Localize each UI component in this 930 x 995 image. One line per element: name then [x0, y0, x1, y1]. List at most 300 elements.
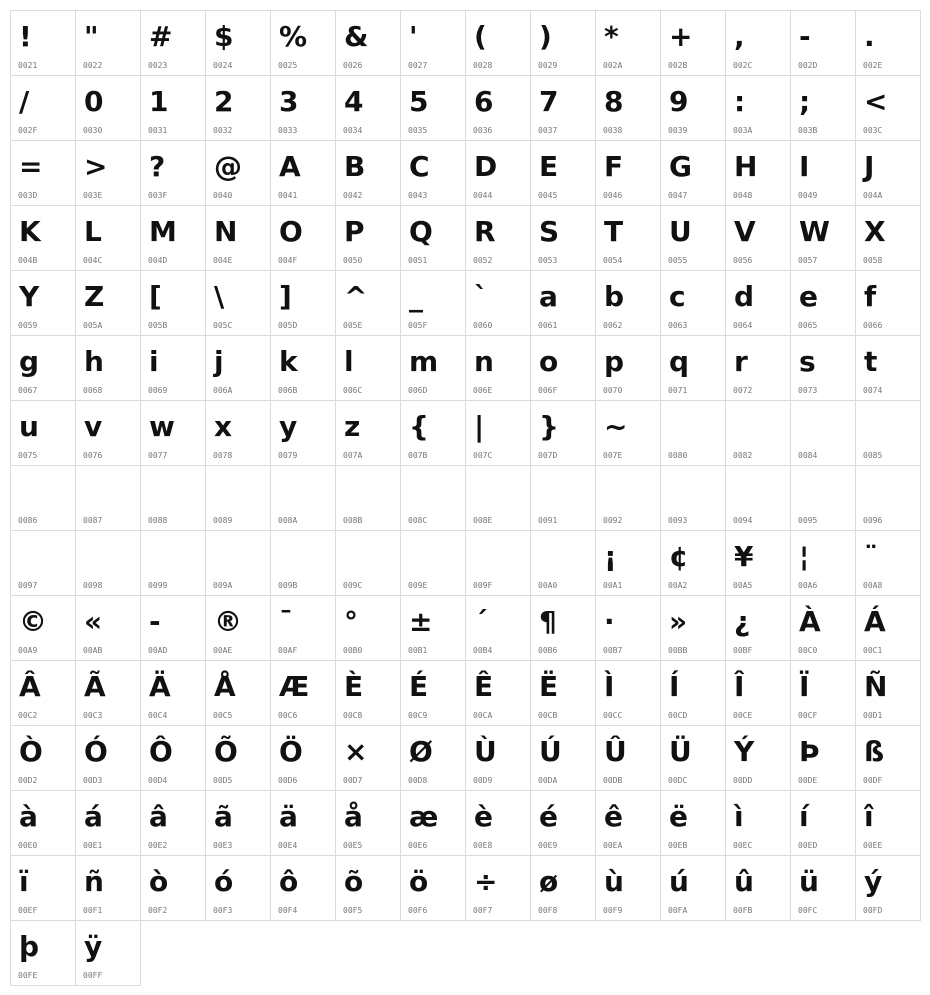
- glyph-cell: [270, 10, 336, 76]
- glyph-cell: [595, 855, 661, 921]
- glyph-cell: [75, 725, 141, 791]
- glyph-char: ¿: [734, 605, 751, 638]
- glyph-cell: [75, 75, 141, 141]
- glyph-code: 0030: [83, 126, 103, 135]
- glyph-char: í: [799, 800, 809, 833]
- glyph-code: 00C5: [213, 711, 233, 720]
- glyph-code: 0099: [148, 581, 168, 590]
- glyph-code: 0071: [668, 386, 688, 395]
- glyph-cell: [140, 270, 206, 336]
- glyph-code: 00F2: [148, 906, 168, 915]
- glyph-code: 002C: [733, 61, 753, 70]
- glyph-cell: [465, 790, 531, 856]
- glyph-code: 00A2: [668, 581, 688, 590]
- glyph-code: 00E2: [148, 841, 168, 850]
- glyph-char: Þ: [799, 735, 820, 768]
- glyph-cell: [400, 140, 466, 206]
- glyph-cell: [400, 855, 466, 921]
- glyph-cell: [790, 335, 856, 401]
- glyph-code: 0025: [278, 61, 298, 70]
- glyph-code: 00A6: [798, 581, 818, 590]
- glyph-cell: [855, 725, 921, 791]
- glyph-cell: [725, 205, 791, 271]
- glyph-char: °: [344, 605, 358, 638]
- glyph-code: 002E: [863, 61, 883, 70]
- glyph-code: 0027: [408, 61, 428, 70]
- glyph-cell: [855, 75, 921, 141]
- glyph-cell: [660, 140, 726, 206]
- glyph-code: 00F9: [603, 906, 623, 915]
- glyph-cell: [595, 400, 661, 466]
- glyph-char: 1: [149, 85, 169, 118]
- glyph-cell: [465, 205, 531, 271]
- glyph-code: 00E4: [278, 841, 298, 850]
- glyph-char: T: [604, 215, 624, 248]
- glyph-char: Å: [214, 670, 236, 703]
- glyph-code: 0064: [733, 321, 753, 330]
- glyph-char: ö: [409, 865, 429, 898]
- glyph-cell: [465, 10, 531, 76]
- glyph-cell: [855, 660, 921, 726]
- glyph-cell: [140, 205, 206, 271]
- glyph-code: 00A1: [603, 581, 623, 590]
- glyph-cell: [335, 595, 401, 661]
- glyph-cell: [855, 205, 921, 271]
- glyph-cell: [75, 790, 141, 856]
- glyph-char: É: [409, 670, 429, 703]
- glyph-cell: [400, 205, 466, 271]
- glyph-code: 005E: [343, 321, 363, 330]
- glyph-code: 00A0: [538, 581, 558, 590]
- glyph-char: 8: [604, 85, 624, 118]
- glyph-code: 00C8: [343, 711, 363, 720]
- glyph-cell: [595, 270, 661, 336]
- glyph-cell: [400, 725, 466, 791]
- glyph-code: 00D3: [83, 776, 103, 785]
- glyph-char: ~: [604, 410, 628, 443]
- glyph-code: 00C6: [278, 711, 298, 720]
- glyph-char: j: [214, 345, 224, 378]
- glyph-cell: [10, 400, 76, 466]
- glyph-code: 009E: [408, 581, 428, 590]
- glyph-cell: [530, 205, 596, 271]
- glyph-cell: [140, 790, 206, 856]
- glyph-cell: [465, 465, 531, 531]
- glyph-char: V: [734, 215, 756, 248]
- glyph-cell: [660, 75, 726, 141]
- glyph-char: Ã: [84, 670, 106, 703]
- glyph-cell: [660, 205, 726, 271]
- glyph-code: 002F: [18, 126, 38, 135]
- glyph-cell: [400, 10, 466, 76]
- glyph-cell: [205, 10, 271, 76]
- glyph-cell: [10, 270, 76, 336]
- glyph-cell: [725, 400, 791, 466]
- glyph-code: 00AB: [83, 646, 103, 655]
- glyph-cell: [10, 530, 76, 596]
- glyph-char: ò: [149, 865, 169, 898]
- glyph-char: a: [539, 280, 558, 313]
- glyph-code: 0037: [538, 126, 558, 135]
- glyph-char: e: [799, 280, 818, 313]
- glyph-code: 008B: [343, 516, 363, 525]
- glyph-cell: [595, 75, 661, 141]
- glyph-char: Õ: [214, 735, 238, 768]
- glyph-cell: [855, 335, 921, 401]
- glyph-char: Î: [734, 670, 745, 703]
- glyph-cell: [140, 725, 206, 791]
- glyph-char: ´: [474, 605, 488, 638]
- glyph-code: 00EC: [733, 841, 753, 850]
- glyph-code: 0059: [18, 321, 38, 330]
- glyph-code: 0096: [863, 516, 883, 525]
- glyph-cell: [270, 595, 336, 661]
- glyph-code: 0082: [733, 451, 753, 460]
- glyph-code: 0097: [18, 581, 38, 590]
- glyph-code: 00E1: [83, 841, 103, 850]
- glyph-char: À: [799, 605, 821, 638]
- glyph-cell: [660, 660, 726, 726]
- glyph-cell: [790, 855, 856, 921]
- glyph-code: 003E: [83, 191, 103, 200]
- glyph-cell: [205, 790, 271, 856]
- glyph-cell: [205, 205, 271, 271]
- glyph-code: 0066: [863, 321, 883, 330]
- glyph-code: 0078: [213, 451, 233, 460]
- glyph-cell: [465, 725, 531, 791]
- glyph-code: 00D9: [473, 776, 493, 785]
- glyph-cell: [595, 530, 661, 596]
- glyph-char: ·: [604, 605, 615, 638]
- glyph-code: 00CA: [473, 711, 493, 720]
- glyph-cell: [270, 660, 336, 726]
- glyph-code: 00B6: [538, 646, 558, 655]
- glyph-char: ë: [669, 800, 688, 833]
- glyph-code: 0057: [798, 256, 818, 265]
- glyph-cell: [335, 400, 401, 466]
- glyph-cell: [75, 400, 141, 466]
- glyph-code: 0056: [733, 256, 753, 265]
- glyph-code: 0023: [148, 61, 168, 70]
- glyph-cell: [140, 10, 206, 76]
- glyph-code: 0073: [798, 386, 818, 395]
- glyph-char: ø: [539, 865, 559, 898]
- glyph-cell: [335, 660, 401, 726]
- glyph-char: Ö: [279, 735, 303, 768]
- glyph-char: M: [149, 215, 177, 248]
- glyph-char: ü: [799, 865, 819, 898]
- glyph-code: 00D2: [18, 776, 38, 785]
- glyph-char: Í: [669, 670, 680, 703]
- glyph-code: 007E: [603, 451, 623, 460]
- glyph-code: 0046: [603, 191, 623, 200]
- glyph-cell: [10, 855, 76, 921]
- glyph-char: m: [409, 345, 439, 378]
- glyph-cell: [725, 725, 791, 791]
- glyph-char: >: [84, 150, 108, 183]
- glyph-cell: [205, 855, 271, 921]
- glyph-char: #: [149, 20, 173, 53]
- glyph-char: D: [474, 150, 498, 183]
- glyph-code: 003A: [733, 126, 753, 135]
- glyph-code: 00E9: [538, 841, 558, 850]
- glyph-code: 0068: [83, 386, 103, 395]
- glyph-code: 002B: [668, 61, 688, 70]
- glyph-char: K: [19, 215, 41, 248]
- glyph-char: 9: [669, 85, 689, 118]
- glyph-code: 0026: [343, 61, 363, 70]
- glyph-cell: [595, 595, 661, 661]
- glyph-cell: [790, 205, 856, 271]
- glyph-code: 0024: [213, 61, 233, 70]
- glyph-code: 00A9: [18, 646, 38, 655]
- glyph-code: 00CE: [733, 711, 753, 720]
- glyph-char: ": [84, 20, 99, 53]
- glyph-cell: [660, 10, 726, 76]
- glyph-cell: [335, 725, 401, 791]
- glyph-code: 0087: [83, 516, 103, 525]
- glyph-char: %: [279, 20, 308, 53]
- glyph-char: .: [864, 20, 875, 53]
- glyph-char: û: [734, 865, 754, 898]
- glyph-code: 00FD: [863, 906, 883, 915]
- glyph-char: à: [19, 800, 38, 833]
- glyph-code: 00F1: [83, 906, 103, 915]
- glyph-char: 7: [539, 85, 559, 118]
- glyph-code: 0050: [343, 256, 363, 265]
- glyph-code: 00BB: [668, 646, 688, 655]
- glyph-code: 0039: [668, 126, 688, 135]
- glyph-char: ®: [214, 605, 242, 638]
- glyph-cell: [465, 335, 531, 401]
- glyph-cell: [75, 270, 141, 336]
- glyph-char: ×: [344, 735, 368, 768]
- glyph-char: î: [864, 800, 874, 833]
- glyph-code: 00F3: [213, 906, 233, 915]
- glyph-cell: [660, 595, 726, 661]
- glyph-code: 0031: [148, 126, 168, 135]
- glyph-code: 002D: [798, 61, 818, 70]
- glyph-code: 002A: [603, 61, 623, 70]
- glyph-code: 008A: [278, 516, 298, 525]
- glyph-code: 0028: [473, 61, 493, 70]
- glyph-cell: [140, 465, 206, 531]
- glyph-char: w: [149, 410, 175, 443]
- glyph-code: 0035: [408, 126, 428, 135]
- glyph-code: 0072: [733, 386, 753, 395]
- glyph-cell: [660, 465, 726, 531]
- glyph-code: 0049: [798, 191, 818, 200]
- glyph-code: 0095: [798, 516, 818, 525]
- glyph-char: ÿ: [84, 930, 103, 963]
- glyph-char: Â: [19, 670, 41, 703]
- glyph-char: L: [84, 215, 102, 248]
- glyph-char: ê: [604, 800, 623, 833]
- glyph-cell: [335, 75, 401, 141]
- glyph-cell: [660, 855, 726, 921]
- glyph-code: 005D: [278, 321, 298, 330]
- glyph-cell: [75, 205, 141, 271]
- glyph-code: 00EB: [668, 841, 688, 850]
- glyph-cell: [530, 10, 596, 76]
- glyph-char: Y: [19, 280, 40, 313]
- glyph-cell: [270, 270, 336, 336]
- glyph-char: Z: [84, 280, 105, 313]
- glyph-code: 0021: [18, 61, 38, 70]
- glyph-char: P: [344, 215, 365, 248]
- glyph-code: 004C: [83, 256, 103, 265]
- glyph-code: 00E5: [343, 841, 363, 850]
- glyph-char: o: [539, 345, 559, 378]
- glyph-code: 006B: [278, 386, 298, 395]
- glyph-code: 009B: [278, 581, 298, 590]
- glyph-code: 007D: [538, 451, 558, 460]
- glyph-cell: [335, 10, 401, 76]
- glyph-code: 003D: [18, 191, 38, 200]
- glyph-char: [: [149, 280, 162, 313]
- glyph-char: é: [539, 800, 558, 833]
- glyph-char: 2: [214, 85, 234, 118]
- glyph-char: ô: [279, 865, 299, 898]
- glyph-char: -: [799, 20, 811, 53]
- glyph-code: 0085: [863, 451, 883, 460]
- glyph-char: y: [279, 410, 298, 443]
- glyph-cell: [725, 10, 791, 76]
- glyph-cell: [465, 660, 531, 726]
- glyph-code: 00C0: [798, 646, 818, 655]
- glyph-cell: [595, 725, 661, 791]
- glyph-code: 00D1: [863, 711, 883, 720]
- glyph-cell: [595, 335, 661, 401]
- glyph-cell: [725, 465, 791, 531]
- glyph-code: 00D7: [343, 776, 363, 785]
- glyph-cell: [140, 595, 206, 661]
- glyph-cell: [75, 530, 141, 596]
- glyph-code: 008C: [408, 516, 428, 525]
- glyph-char: ¡: [604, 540, 617, 573]
- glyph-cell: [75, 335, 141, 401]
- glyph-char: ã: [214, 800, 233, 833]
- glyph-cell: [855, 595, 921, 661]
- glyph-cell: [75, 660, 141, 726]
- glyph-code: 0041: [278, 191, 298, 200]
- glyph-cell: [725, 270, 791, 336]
- glyph-cell: [10, 595, 76, 661]
- glyph-char: ©: [19, 605, 47, 638]
- glyph-code: 00F7: [473, 906, 493, 915]
- glyph-char: i: [149, 345, 159, 378]
- glyph-code: 00FA: [668, 906, 688, 915]
- glyph-cell: [595, 140, 661, 206]
- glyph-code: 0036: [473, 126, 493, 135]
- glyph-char: q: [669, 345, 690, 378]
- glyph-char: H: [734, 150, 758, 183]
- glyph-cell: [530, 530, 596, 596]
- glyph-cell: [725, 75, 791, 141]
- glyph-code: 0051: [408, 256, 428, 265]
- glyph-cell: [400, 660, 466, 726]
- glyph-code: 00CC: [603, 711, 623, 720]
- glyph-cell: [790, 790, 856, 856]
- glyph-cell: [335, 335, 401, 401]
- glyph-char: ^: [344, 280, 368, 313]
- glyph-cell: [140, 400, 206, 466]
- glyph-char: &: [344, 20, 369, 53]
- glyph-cell: [75, 140, 141, 206]
- glyph-char: r: [734, 345, 748, 378]
- glyph-code: 00C9: [408, 711, 428, 720]
- glyph-code: 00EE: [863, 841, 883, 850]
- glyph-cell: [270, 75, 336, 141]
- glyph-cell: [725, 335, 791, 401]
- glyph-cell: [205, 270, 271, 336]
- glyph-cell: [270, 530, 336, 596]
- glyph-char: (: [474, 20, 487, 53]
- glyph-cell: [270, 205, 336, 271]
- glyph-cell: [465, 140, 531, 206]
- glyph-code: 0038: [603, 126, 623, 135]
- glyph-code: 00F6: [408, 906, 428, 915]
- glyph-cell: [790, 595, 856, 661]
- glyph-code: 0067: [18, 386, 38, 395]
- glyph-char: -: [149, 605, 161, 638]
- glyph-code: 00E6: [408, 841, 428, 850]
- glyph-char: f: [864, 280, 877, 313]
- glyph-char: Ô: [149, 735, 173, 768]
- glyph-char: l: [344, 345, 354, 378]
- glyph-char: Ì: [604, 670, 615, 703]
- glyph-char: =: [19, 150, 43, 183]
- glyph-cell: [530, 400, 596, 466]
- glyph-code: 00B7: [603, 646, 623, 655]
- glyph-char: X: [864, 215, 886, 248]
- glyph-cell: [335, 465, 401, 531]
- glyph-code: 00ED: [798, 841, 818, 850]
- glyph-code: 00FF: [83, 971, 103, 980]
- glyph-char: N: [214, 215, 238, 248]
- glyph-cell: [400, 270, 466, 336]
- glyph-cell: [205, 530, 271, 596]
- glyph-char: R: [474, 215, 496, 248]
- glyph-char: `: [474, 280, 488, 313]
- glyph-code: 00AD: [148, 646, 168, 655]
- glyph-code: 0079: [278, 451, 298, 460]
- glyph-char: *: [604, 20, 619, 53]
- glyph-char: v: [84, 410, 103, 443]
- glyph-code: 004A: [863, 191, 883, 200]
- glyph-char: u: [19, 410, 39, 443]
- glyph-cell: [10, 920, 76, 986]
- glyph-cell: [270, 465, 336, 531]
- glyph-char: E: [539, 150, 559, 183]
- glyph-code: 00DD: [733, 776, 753, 785]
- glyph-code: 00D4: [148, 776, 168, 785]
- glyph-code: 00D8: [408, 776, 428, 785]
- glyph-cell: [10, 660, 76, 726]
- glyph-cell: [530, 465, 596, 531]
- glyph-cell: [855, 10, 921, 76]
- glyph-char: ): [539, 20, 552, 53]
- glyph-char: k: [279, 345, 298, 378]
- glyph-char: ]: [279, 280, 292, 313]
- glyph-code: 006F: [538, 386, 558, 395]
- glyph-code: 00DC: [668, 776, 688, 785]
- glyph-cell: [855, 855, 921, 921]
- glyph-cell: [530, 270, 596, 336]
- glyph-char: z: [344, 410, 361, 443]
- glyph-cell: [660, 530, 726, 596]
- glyph-cell: [660, 335, 726, 401]
